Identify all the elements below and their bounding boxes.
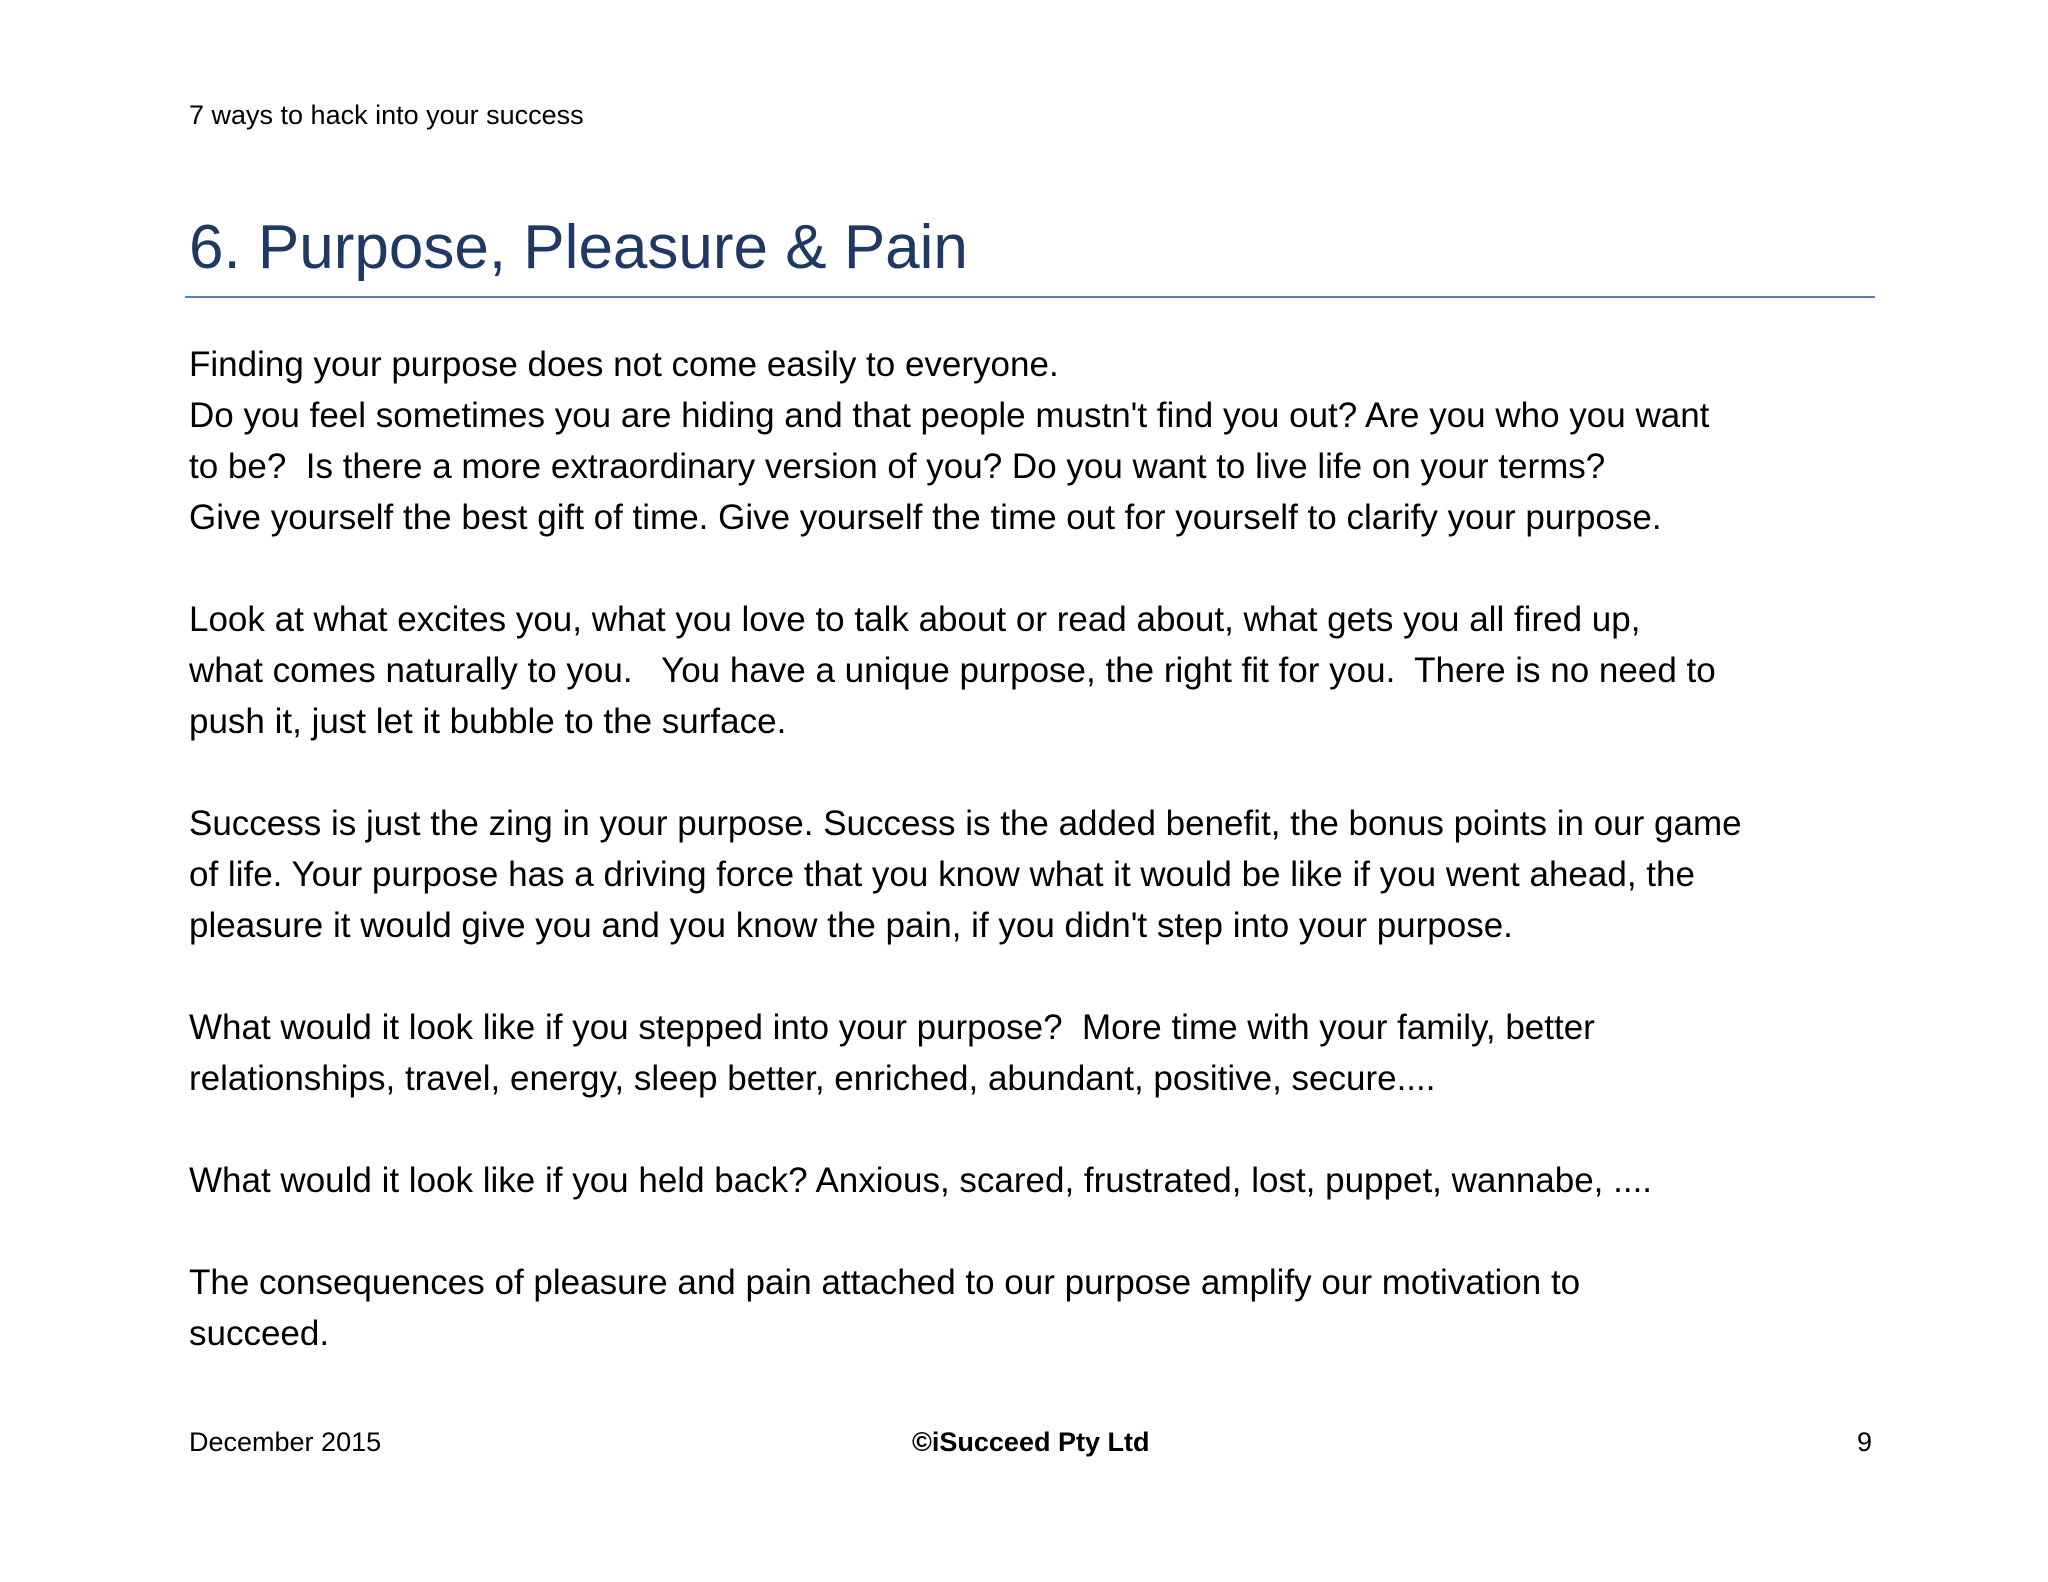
paragraph-1	[189, 339, 1889, 543]
paragraph-gap	[189, 1104, 1889, 1155]
text-line: what comes naturally to you. You have a unique purpose, the right fit for you. There is no need to	[189, 651, 1716, 690]
paragraph-gap	[189, 1206, 1889, 1257]
paragraph-4	[189, 1002, 1889, 1104]
paragraph-2	[189, 594, 1889, 747]
footer-date: December 2015	[189, 1427, 382, 1457]
paragraph-5	[189, 1155, 1889, 1206]
text-line: Give yourself the best gift of time. Give yourself the time out for yourself to clarify your purpose.	[189, 498, 1662, 537]
paragraph-gap	[189, 747, 1889, 798]
text-line: The consequences of pleasure and pain attached to our purpose amplify our motivation to	[189, 1263, 1581, 1302]
paragraph-3	[189, 798, 1889, 951]
text-line: Finding your purpose does not come easily to everyone.	[189, 345, 1059, 384]
text-line: of life. Your purpose has a driving force that you know what it would be like if you went ahead, the	[189, 855, 1695, 894]
section-heading: 6. Purpose, Pleasure & Pain	[189, 213, 968, 282]
text-line: push it, just let it bubble to the surface.	[189, 702, 787, 741]
paragraph-gap	[189, 951, 1889, 1002]
page-number: 9	[1856, 1427, 1872, 1457]
paragraph-6	[189, 1257, 1889, 1359]
running-header: 7 ways to hack into your success	[189, 100, 584, 130]
body-text	[189, 339, 1889, 1359]
heading-divider	[185, 296, 1875, 298]
text-line: pleasure it would give you and you know the pain, if you didn't step into your purpose.	[189, 906, 1513, 945]
text-line: to be? Is there a more extraordinary version of you? Do you want to live life on your terms?	[189, 447, 1606, 486]
text-line: What would it look like if you held back? Anxious, scared, frustrated, lost, puppet, wannabe, ....	[189, 1161, 1653, 1200]
text-line: relationships, travel, energy, sleep better, enriched, abundant, positive, secure....	[189, 1059, 1436, 1098]
text-line: What would it look like if you stepped into your purpose? More time with your family, better	[189, 1008, 1595, 1047]
text-line: Look at what excites you, what you love to talk about or read about, what gets you all fired up,	[189, 600, 1641, 639]
text-line: Do you feel sometimes you are hiding and that people mustn't find you out? Are you who you want	[189, 396, 1710, 435]
text-line: succeed.	[189, 1314, 330, 1353]
text-line: Success is just the zing in your purpose. Success is the added benefit, the bonus points in our game	[189, 804, 1742, 843]
footer-copyright: ©iSucceed Pty Ltd	[912, 1427, 1150, 1457]
paragraph-gap	[189, 543, 1889, 594]
